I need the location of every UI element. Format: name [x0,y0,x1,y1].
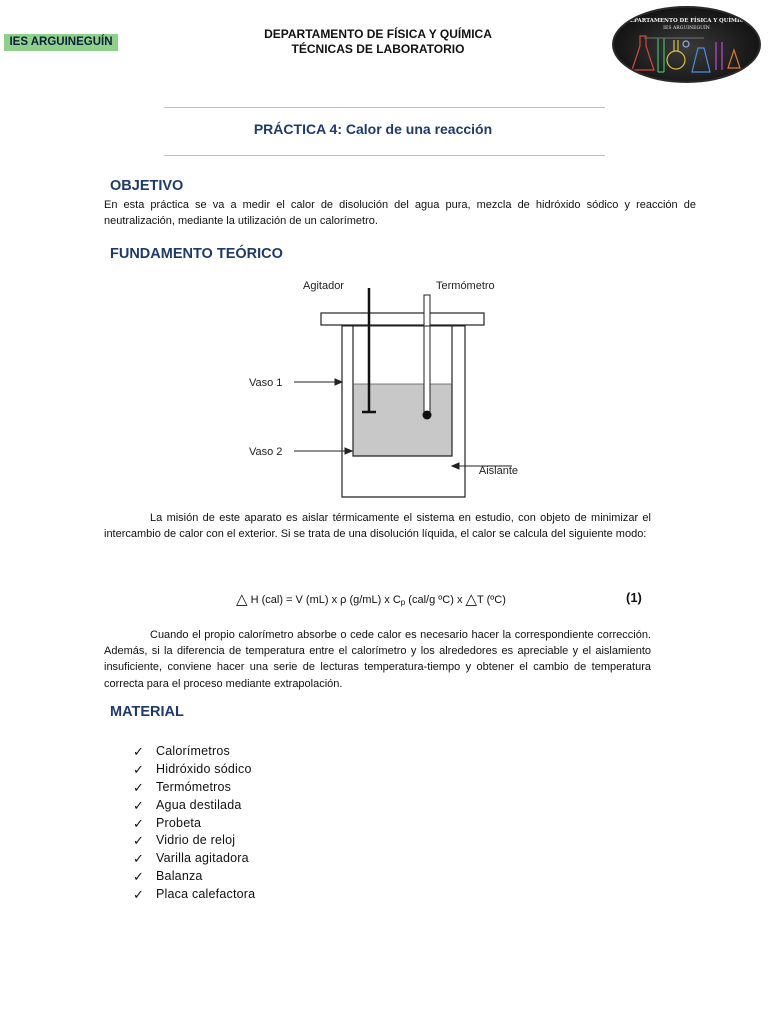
label-agitador: Agitador [303,280,344,292]
list-item [133,815,255,833]
calorimetry-formula [236,589,506,607]
formula-part-3: T (ºC) [477,594,506,606]
formula-subscript: p [400,598,406,607]
list-item [133,832,255,850]
delta-icon: △ [465,591,478,608]
list-item [133,797,255,815]
checkmark-icon: ✓ [133,887,145,903]
list-item [133,850,255,868]
label-vaso1: Vaso 1 [249,377,283,389]
paragraph-1-text: La misión de este aparato es aislar térmicamente el sistema en estudio, con objeto de minimizar el intercambio de calor con el exterior. Si se trata de una disolución líquida, el calor se calcula del siguiente modo: [104,512,651,541]
checkmark-icon: ✓ [133,797,145,813]
checkmark-icon: ✓ [133,869,145,885]
department-line-2: TÉCNICAS DE LABORATORIO [291,42,465,56]
department-logo [612,6,761,83]
material-item-label: Vidrio de reloj [156,833,236,848]
formula-part-2: (cal/g ºC) x [405,594,466,606]
equation-number: (1) [626,590,642,605]
department-header [200,27,556,57]
checkmark-icon: ✓ [133,779,145,795]
fundamento-heading: FUNDAMENTO TEÓRICO [110,246,283,262]
formula-part-1: H (cal) = V (mL) x ρ (g/mL) x C [250,594,401,606]
label-termometro: Termómetro [436,280,495,292]
thermometer [424,295,430,415]
material-item-label: Agua destilada [156,797,242,812]
label-aislante: Aislante [478,465,518,477]
practice-title: PRÁCTICA 4: Calor de una reacción [253,121,493,137]
material-heading: MATERIAL [110,704,184,720]
checkmark-icon: ✓ [133,744,145,759]
calorimeter-lid [321,313,484,325]
material-list [133,743,255,904]
list-item [133,761,255,779]
school-tag: IES ARGUINEGUÍN [4,34,118,51]
fundamento-paragraph-1 [104,510,651,542]
material-item-label: Varilla agitadora [156,851,249,866]
checkmark-icon: ✓ [133,833,145,849]
logo-subtitle: IES ARGUINEGUÍN [663,26,710,31]
checkmark-icon: ✓ [133,761,145,777]
title-rule-bottom [164,155,605,156]
checkmark-icon: ✓ [133,851,145,867]
title-rule-top [164,107,605,108]
objetivo-text: En esta práctica se va a medir el calor de disolución del agua pura, mezcla de hidróxido sódico y reacción de neutralización, mediante la utilización de un calorímetro. [104,199,696,228]
list-item [133,743,255,761]
material-item-label: Calorímetros [156,744,230,758]
material-item-label: Termómetros [156,779,232,794]
material-item-label: Balanza [156,869,203,884]
material-item-label: Hidróxido sódico [156,761,252,776]
paragraph-2-text: Cuando el propio calorímetro absorbe o cede calor es necesario hacer la correspondiente corrección. Además, si la diferencia de temperatura entre el calorímetro y los alrededores es apreciable y el aislamiento insuficiente, conviene hacer una serie de lecturas temperatura-tiempo y obtener el cambio de temperatura correcta para el proceso mediante extrapolación. [104,629,651,690]
calorimeter-diagram [240,273,550,508]
material-item-label: Placa calefactora [156,887,256,902]
material-item-label: Probeta [156,815,202,830]
list-item [133,868,255,886]
list-item [133,779,255,797]
list-item [133,886,255,904]
checkmark-icon: ✓ [133,815,145,831]
fundamento-paragraph-2 [104,627,651,692]
label-vaso2: Vaso 2 [249,446,283,458]
department-line-1: DEPARTAMENTO DE FÍSICA Y QUÍMICA [264,27,492,41]
objetivo-heading: OBJETIVO [110,178,184,194]
logo-title: DEPARTAMENTO DE FÍSICA Y QUÍMICA [625,18,748,24]
delta-icon: △ [236,591,248,608]
